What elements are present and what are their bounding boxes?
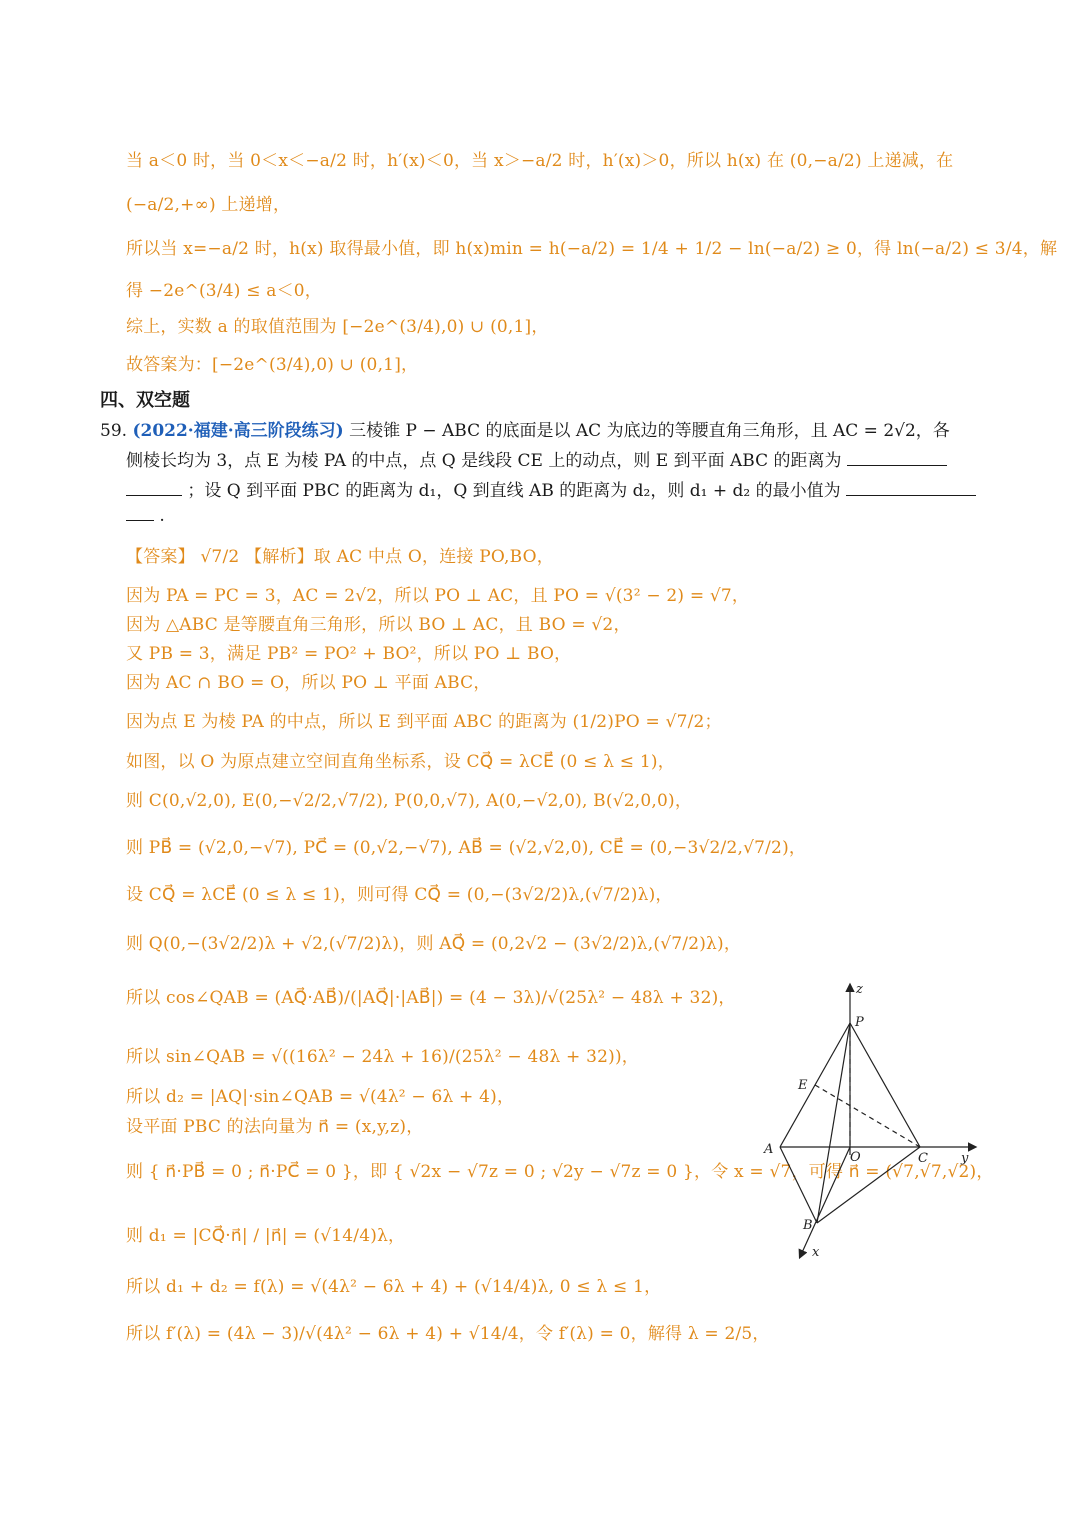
question-text-4: . (159, 506, 165, 526)
solution-line-2: 因为 PA = PC = 3，AC = 2√2，所以 PO ⊥ AC，且 PO = √(3² − 2) = √7， (126, 586, 750, 606)
answer-blank-2a[interactable] (846, 481, 976, 496)
label-z: z (856, 982, 863, 997)
solution-line-15: 设平面 PBC 的法向量为 n⃗ = (x,y,z)， (126, 1117, 424, 1137)
solution-line-16: 则 { n⃗·PB⃗ = 0 ; n⃗·PC⃗ = 0 }，即 { √2x − √7z = 0 ; √2y − √7z = 0 }，令 x = √7，可得 n⃗ = (√7,√7,√2)， (126, 1162, 994, 1182)
solution-line-18: 所以 d₁ + d₂ = f(λ) = √(4λ² − 6λ + 4) + (√14/4)λ, 0 ≤ λ ≤ 1， (126, 1277, 662, 1297)
solution-line-5: 因为 AC ∩ BO = O，所以 PO ⊥ 平面 ABC， (126, 673, 491, 693)
solution-line-11: 则 Q(0,−(3√2/2)λ + √2,(√7/2)λ)，则 AQ⃗ = (0,2√2 − (3√2/2)λ,(√7/2)λ)， (126, 934, 742, 954)
prev-line-4: 得 −2e^(3/4) ≤ a＜0， (126, 281, 322, 301)
label-y: y (961, 1151, 969, 1166)
label-o: O (850, 1150, 861, 1165)
x-axis (800, 1147, 850, 1257)
section-heading: 四、双空题 (100, 390, 190, 411)
prev-line-1: 当 a＜0 时，当 0＜x＜−a/2 时，h′(x)＜0，当 x＞−a/2 时，h′(x)＞0，所以 h(x) 在 (0,−a/2) 上递减，在 (126, 151, 954, 171)
answer-blank-1b[interactable] (126, 481, 182, 496)
question-text-2: 侧棱长均为 3，点 E 为棱 PA 的中点，点 Q 是线段 CE 上的动点，则 E 到平面 ABC 的距离为 (126, 451, 842, 471)
solution-line-19: 所以 f′(λ) = (4λ − 3)/√(4λ² − 6λ + 4) + √14/4，令 f′(λ) = 0，解得 λ = 2/5， (126, 1324, 770, 1344)
solution-line-7: 如图，以 O 为原点建立空间直角坐标系，设 CQ⃗ = λCE⃗ (0 ≤ λ ≤ 1)， (126, 752, 675, 772)
prev-line-5: 综上，实数 a 的取值范围为 [−2e^(3/4),0) ∪ (0,1]， (126, 317, 549, 337)
tetrahedron-diagram (755, 975, 990, 1270)
solution-line-6: 因为点 E 为棱 PA 的中点，所以 E 到平面 ABC 的距离为 (1/2)PO = √7/2； (126, 712, 722, 732)
question-source: (2022·福建·高三阶段练习) (132, 421, 344, 441)
label-x: x (812, 1245, 820, 1260)
solution-line-14: 所以 d₂ = |AQ|·sin∠QAB = √(4λ² − 6λ + 4)， (126, 1087, 515, 1107)
solution-line-13: 所以 sin∠QAB = √((16λ² − 24λ + 16)/(25λ² − 48λ + 32))， (126, 1047, 639, 1067)
label-a: A (764, 1142, 774, 1157)
edge-pc (850, 1023, 920, 1147)
label-p: P (855, 1015, 864, 1030)
question-line-2 (126, 446, 947, 471)
question-text-1: 三棱锥 P − ABC 的底面是以 AC 为底边的等腰直角三角形，且 AC = 2√2，各 (349, 421, 950, 441)
prev-line-6: 故答案为：[−2e^(3/4),0) ∪ (0,1]， (126, 355, 419, 375)
label-c: C (918, 1151, 928, 1166)
question-line-3 (126, 476, 976, 501)
answer-blank-1a[interactable] (847, 451, 947, 466)
solution-line-3: 因为 △ABC 是等腰直角三角形，所以 BO ⊥ AC，且 BO = √2， (126, 615, 631, 635)
question-line-4 (126, 506, 165, 526)
solution-line-8: 则 C(0,√2,0), E(0,−√2/2,√7/2), P(0,0,√7), A(0,−√2,0), B(√2,0,0)， (126, 791, 693, 811)
solution-line-1: 【答案】 √7/2 【解析】取 AC 中点 O，连接 PO,BO， (126, 547, 554, 567)
question-text-3: ；设 Q 到平面 PBC 的距离为 d₁，Q 到直线 AB 的距离为 d₂，则 d₁ + d₂ 的最小值为 (187, 481, 841, 501)
edge-ab (780, 1147, 817, 1223)
solution-line-10: 设 CQ⃗ = λCE⃗ (0 ≤ λ ≤ 1)，则可得 CQ⃗ = (0,−(3√2/2)λ,(√7/2)λ)， (126, 885, 673, 905)
solution-line-17: 则 d₁ = |CQ⃗·n⃗| / |n⃗| = (√14/4)λ， (126, 1226, 406, 1246)
question-number: 59. (100, 421, 128, 441)
label-b: B (803, 1218, 813, 1233)
question-line-1 (100, 416, 950, 441)
solution-line-12: 所以 cos∠QAB = (AQ⃗·AB⃗)/(|AQ⃗|·|AB⃗|) = (4 − 3λ)/√(25λ² − 48λ + 32)， (126, 988, 736, 1008)
answer-blank-2b[interactable] (126, 506, 154, 521)
solution-line-4: 又 PB = 3，满足 PB² = PO² + BO²，所以 PO ⊥ BO， (126, 644, 572, 664)
prev-line-2: (−a/2,+∞) 上递增， (126, 195, 291, 215)
label-e: E (798, 1078, 808, 1093)
prev-line-3: 所以当 x=−a/2 时，h(x) 取得最小值，即 h(x)min = h(−a/2) = 1/4 + 1/2 − ln(−a/2) ≥ 0，得 ln(−a/2) ≤ 3/4，解 (126, 239, 1058, 259)
solution-line-9: 则 PB⃗ = (√2,0,−√7), PC⃗ = (0,√2,−√7), AB⃗ = (√2,√2,0), CE⃗ = (0,−3√2/2,√7/2)， (126, 838, 807, 858)
